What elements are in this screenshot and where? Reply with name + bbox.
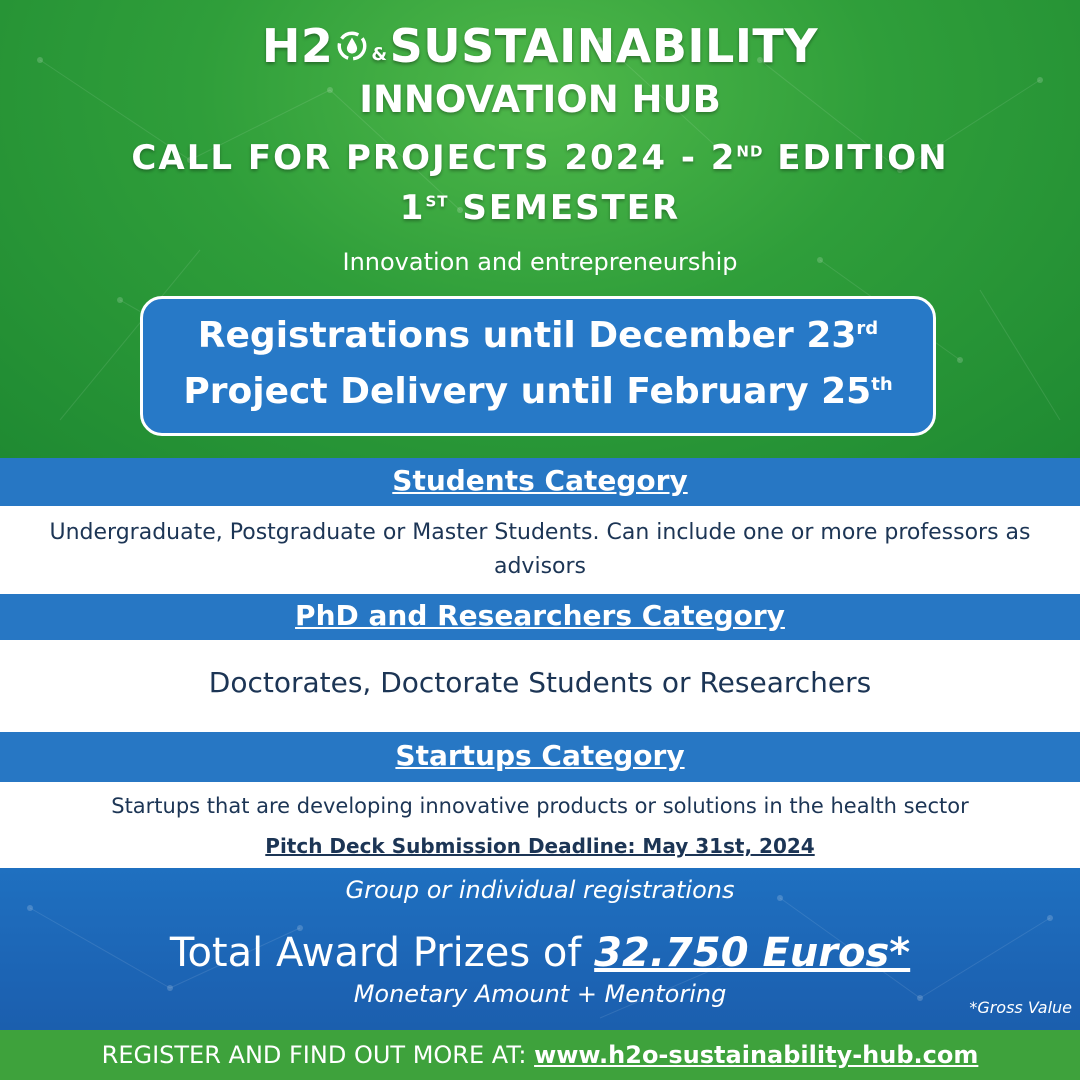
recycle-water-drop-icon	[335, 29, 369, 63]
footer-label: REGISTER AND FIND OUT MORE AT:	[101, 1041, 535, 1069]
hub-title: INNOVATION HUB	[359, 78, 721, 121]
header-background	[0, 0, 1080, 458]
call-for-projects-heading: CALL FOR PROJECTS 2024 - 2ND EDITION	[131, 138, 949, 178]
startups-category-header: Startups Category	[0, 732, 1080, 782]
gross-value-note: *Gross Value	[969, 998, 1072, 1017]
logo-text-h2: H2	[261, 19, 334, 73]
phd-category-panel	[0, 640, 1080, 730]
students-category-header: Students Category	[0, 458, 1080, 506]
project-delivery-deadline: Project Delivery until February 25th	[183, 371, 893, 412]
tagline: Innovation and entrepreneurship	[342, 248, 738, 276]
pitch-deck-deadline: Pitch Deck Submission Deadline: May 31st, 2024	[265, 834, 815, 858]
website-link[interactable]: www.h2o-sustainability-hub.com	[534, 1041, 979, 1069]
prize-amount: 32.750 Euros*	[594, 930, 911, 976]
semester-heading: 1ST SEMESTER	[399, 188, 681, 228]
deadlines-box	[140, 296, 936, 436]
phd-category-header: PhD and Researchers Category	[0, 594, 1080, 640]
logo-title	[0, 14, 1080, 78]
logo-text-sustainability: SUSTAINABILITY	[389, 19, 819, 73]
footer-bar	[0, 1030, 1080, 1080]
students-category-description: Undergraduate, Postgraduate or Master Students. Can include one or more professors as advisors	[49, 520, 1031, 579]
students-category-panel	[0, 506, 1080, 592]
prize-details: Monetary Amount + Mentoring	[353, 980, 727, 1008]
total-prize-line: Total Award Prizes of 32.750 Euros*	[169, 930, 911, 976]
registration-type-note: Group or individual registrations	[345, 876, 735, 904]
startups-category-panel	[0, 782, 1080, 868]
startups-category-description: Startups that are developing innovative products or solutions in the health sector	[111, 794, 969, 818]
logo-ampersand: &	[371, 43, 388, 65]
phd-category-description: Doctorates, Doctorate Students or Researchers	[208, 666, 872, 699]
registration-deadline: Registrations until December 23rd	[197, 315, 879, 356]
